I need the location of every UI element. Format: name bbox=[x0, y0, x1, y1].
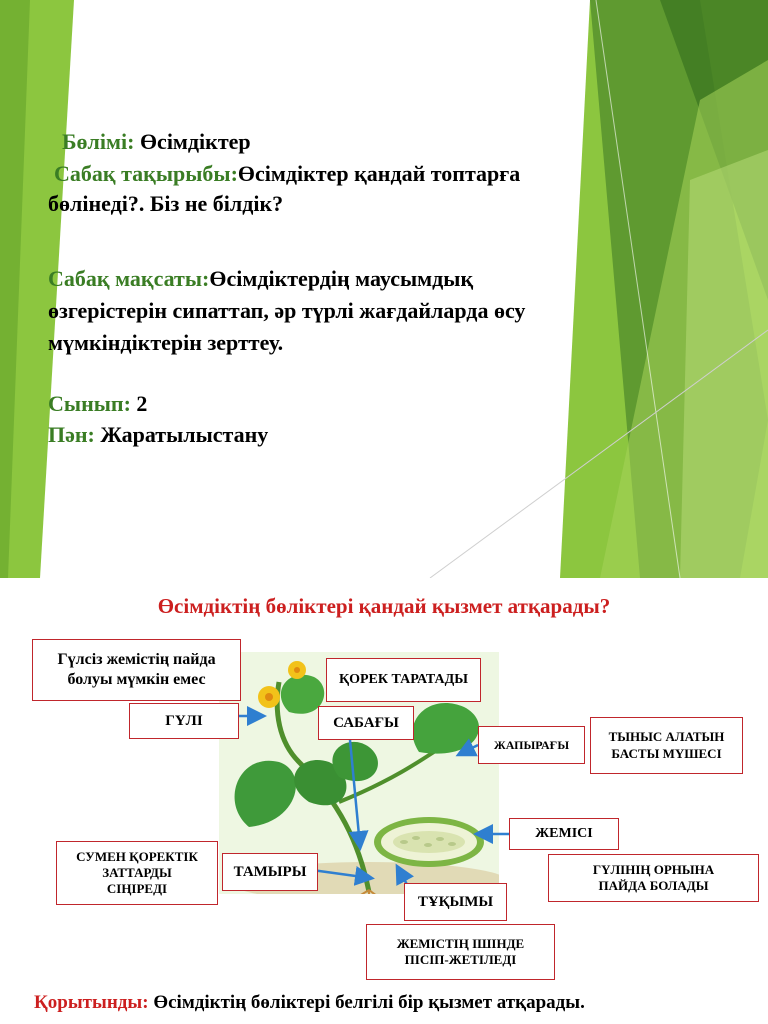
class-label: Сынып: bbox=[48, 391, 131, 416]
goal-line-3 bbox=[48, 327, 283, 359]
section-value: Өсімдіктер bbox=[139, 129, 251, 154]
goal-value-2: өзгерістерін сипаттап, әр түрлі жағдайларда өсу bbox=[48, 298, 526, 323]
flower-place-line-1: ГҮЛІНІҢ ОРНЫНА bbox=[592, 861, 715, 877]
goal-label: Сабақ мақсаты: bbox=[48, 266, 210, 291]
no-flower-line-2: болуы мүмкін емес bbox=[67, 671, 206, 688]
ripen-box bbox=[366, 924, 555, 980]
ripen-line-1: ЖЕМІСТІҢ ІШІНДЕ bbox=[396, 935, 525, 951]
seed-label-box bbox=[404, 883, 507, 921]
root-label: ТАМЫРЫ bbox=[233, 863, 307, 880]
topic-value-1: Өсімдіктер қандай топтарға bbox=[237, 161, 521, 186]
goal-line bbox=[48, 263, 473, 295]
plant-parts-slide bbox=[0, 578, 768, 1024]
subject-label: Пән: bbox=[48, 422, 95, 447]
section-line bbox=[48, 126, 251, 158]
flower-place-box bbox=[548, 854, 759, 902]
flower-label-box bbox=[129, 703, 239, 739]
no-flower-note-box bbox=[32, 639, 241, 701]
stem-label-box bbox=[318, 706, 414, 740]
section-label: Бөлімі: bbox=[62, 129, 135, 154]
slide-title: Өсімдіктің бөліктері қандай қызмет атқарады? bbox=[157, 594, 611, 618]
subject-line bbox=[48, 419, 268, 451]
leaf-label-box bbox=[478, 726, 585, 764]
breath-organ-box bbox=[590, 717, 743, 774]
conclusion bbox=[34, 992, 585, 1014]
seed-label: ТҰҚЫМЫ bbox=[417, 893, 494, 910]
topic-label: Сабақ тақырыбы: bbox=[54, 161, 238, 186]
goal-value-1: Өсімдіктердің маусымдық bbox=[209, 266, 474, 291]
topic-line bbox=[48, 158, 520, 190]
no-flower-line-1: Гүлсіз жемістің пайда bbox=[57, 651, 216, 668]
absorb-box bbox=[56, 841, 218, 905]
flower-place-line-2: ПАЙДА БОЛАДЫ bbox=[598, 878, 709, 893]
nutrient-spread-box bbox=[326, 658, 481, 702]
leaf-label: ЖАПЫРАҒЫ bbox=[493, 737, 570, 752]
topic-line-2 bbox=[48, 188, 283, 220]
fruit-label-box bbox=[509, 818, 619, 850]
absorb-line-3: СІҢІРЕДІ bbox=[106, 881, 168, 897]
conclusion-text: Өсімдіктің бөліктері белгілі бір қызмет атқарады. bbox=[153, 992, 585, 1013]
absorb-line-2: ЗАТТАРДЫ bbox=[102, 864, 172, 880]
breath-line-1: ТЫНЫС АЛАТЫН bbox=[608, 729, 725, 745]
stem-label: САБАҒЫ bbox=[333, 714, 399, 731]
conclusion-label: Қорытынды: bbox=[34, 992, 149, 1013]
topic-value-2: бөлінеді?. Біз не білдік? bbox=[48, 191, 284, 216]
flower-label: ГҮЛІ bbox=[165, 712, 203, 729]
class-line bbox=[48, 388, 147, 420]
class-value: 2 bbox=[136, 391, 148, 416]
nutrient-spread-label: ҚОРЕК ТАРАТАДЫ bbox=[338, 672, 469, 688]
fruit-label: ЖЕМІСІ bbox=[535, 826, 593, 842]
root-label-box bbox=[222, 853, 318, 891]
breath-line-2: БАСТЫ МҮШЕСІ bbox=[611, 745, 722, 761]
absorb-line-1: СУМЕН ҚОРЕКТІК bbox=[76, 848, 198, 864]
ripen-line-2: ПІСІП-ЖЕТІЛЕДІ bbox=[404, 952, 517, 967]
subject-value: Жаратылыстану bbox=[100, 422, 269, 447]
goal-value-3: мүмкіндіктерін зерттеу. bbox=[48, 330, 284, 355]
goal-line-2 bbox=[48, 295, 525, 327]
